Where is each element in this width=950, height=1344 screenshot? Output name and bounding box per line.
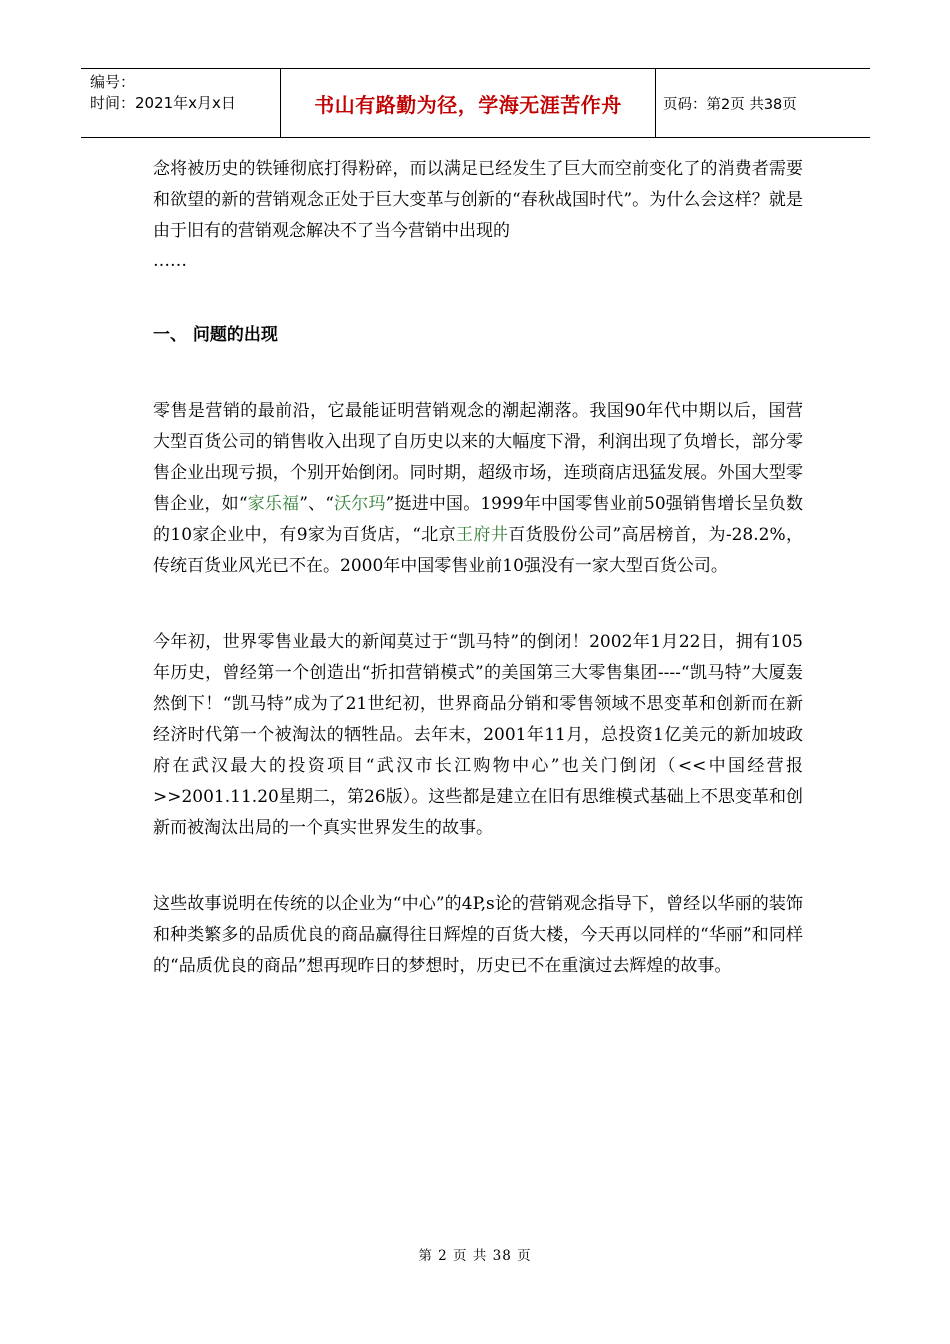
paragraph-text: ”、“	[299, 494, 334, 514]
intro-ellipsis: ……	[153, 251, 187, 271]
paragraph-retail	[153, 396, 803, 582]
page-header	[81, 68, 870, 138]
header-meta-cell	[81, 69, 281, 137]
paragraph-text: 百货股份公司”高居榜首，为-28.2%，传统百货业风光已不在。2000年中国零售业前10强没有一家大型百货公司。	[153, 525, 804, 576]
header-motto: 书山有路勤为径，学海无涯苦作舟	[281, 69, 656, 137]
link-carrefour[interactable]: 家乐福	[247, 494, 300, 514]
paragraph-kmart: 今年初，世界零售业最大的新闻莫过于“凯马特”的倒闭！2002年1月22日，拥有105年历史，曾经第一个创造出“折扣营销模式”的美国第三大零售集团----“凯马特”大厦轰然倒下！“凯马特”成为了21世纪初，世界商品分销和零售领域不思变革和创新而在新经济时代第一个被淘汰的牺牲品。去年末，2001年11月，总投资1亿美元的新加坡政府在武汉最大的投资项目“武汉市长江购物中心”也关门倒闭（<<中国经营报>>2001.11.20星期二，第26版）。这些都是建立在旧有思维模式基础上不思变革和创新而被淘汰出局的一个真实世界发生的故事。	[153, 632, 803, 838]
paragraph-text: ”挺进中国。1999年中国零售业前50强销售增长呈负数的10家企业中，有9家为百货店，“北京	[153, 494, 803, 545]
page-footer: 第 2 页 共 38 页	[418, 1248, 532, 1264]
paragraph-conclusion: 这些故事说明在传统的以企业为“中心”的4P,s论的营销观念指导下，曾经以华丽的装饰和种类繁多的品质优良的商品赢得往日辉煌的百货大楼，今天再以同样的“华丽”和同样的“品质优良的商品”想再现昨日的梦想时，历史已不在重演过去辉煌的故事。	[153, 894, 803, 976]
document-number-label: 编号：	[90, 73, 136, 91]
header-page-info: 页码：第2页 共38页	[663, 96, 797, 113]
intro-paragraph: 念将被历史的铁锤彻底打得粉碎，而以满足已经发生了巨大而空前变化了的消费者需要和欲望的新的营销观念正处于巨大变革与创新的“春秋战国时代”。为什么会这样？就是由于旧有的营销观念解决不了当今营销中出现的	[153, 159, 803, 241]
document-time-label: 时间：2021年x月x日	[90, 94, 236, 112]
paragraph-text: 零售是营销的最前沿，它最能证明营销观念的潮起潮落。我国90年代中期以后，国营大型百货公司的销售收入出现了自历史以来的大幅度下滑，利润出现了负增长，部分零售企业出现亏损，个别开始倒闭。同时期，超级市场，连琐商店迅猛发展。外国大型零售企业，如“	[153, 401, 803, 514]
link-wangfujing[interactable]: 王府井	[456, 525, 509, 545]
document-body	[153, 154, 803, 982]
link-walmart[interactable]: 沃尔玛	[333, 494, 386, 514]
section-heading: 一、 问题的出现	[153, 325, 278, 345]
